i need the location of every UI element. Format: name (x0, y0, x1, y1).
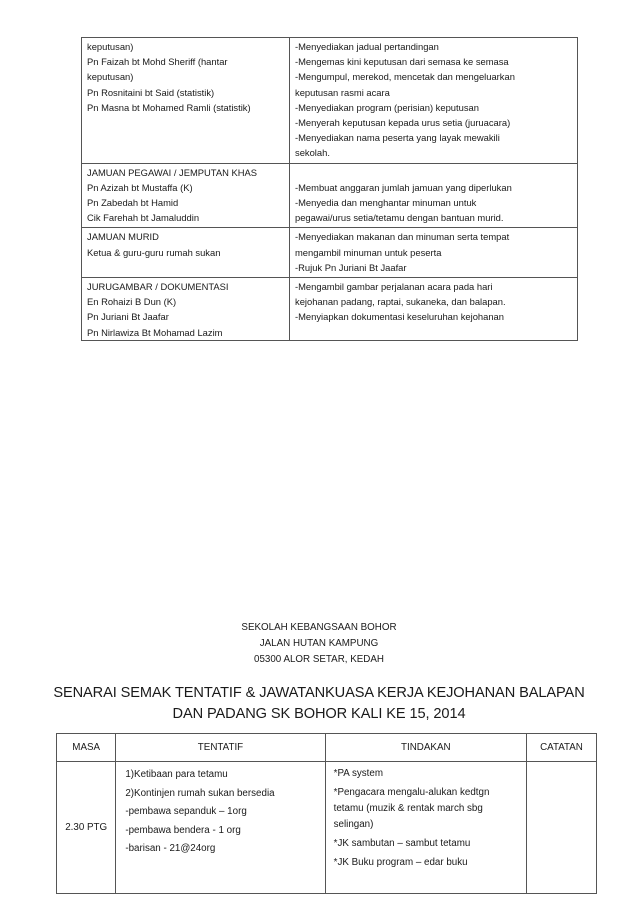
committee-row (82, 163, 578, 228)
schedule-header-row (57, 734, 597, 762)
school-name: SEKOLAH KEBANGSAAN BOHOR (241, 622, 397, 633)
duty-line: mengambil minuman untuk peserta (295, 246, 442, 258)
member-line: Cik Farehah bt Jamaluddin (87, 212, 200, 224)
tindakan-line: tetamu (muzik & rentak march sbg (333, 803, 483, 815)
member-line: Pn Azizah bt Mustaffa (K) (87, 181, 193, 193)
member-line: Pn Juriani Bt Jaafar (87, 311, 169, 323)
committee-row (82, 38, 578, 164)
committee-table-body (82, 38, 578, 341)
tindakan-item (334, 785, 520, 834)
duty-line: -Menyiapkan dokumentasi keseluruhan kejohanan (295, 311, 504, 323)
duty-line: -Rujuk Pn Juriani Bt Jaafar (295, 261, 407, 273)
member-line: Pn Rosnitaini bt Said (statistik) (87, 86, 215, 98)
duty-line: -Menyedia dan menghantar minuman untuk (295, 197, 477, 209)
tentatif-line: -pembawa sepanduk – 1org (125, 806, 247, 818)
duty-line: -Membuat anggaran jumlah jamuan yang diperlukan (295, 181, 512, 193)
title-line-2: DAN PADANG SK BOHOR KALI KE 15, 2014 (172, 706, 466, 722)
tindakan-line: *JK Buku program – edar buku (333, 856, 468, 868)
header-tentatif: TENTATIF (116, 734, 325, 762)
tindakan-item (334, 855, 520, 871)
member-line: Pn Zabedah bt Hamid (87, 197, 179, 209)
committee-duties-cell (290, 163, 578, 228)
header-catatan: CATATAN (526, 734, 596, 762)
duty-line: -Mengambil gambar perjalanan acara pada hari (295, 281, 493, 293)
header-masa: MASA (57, 734, 116, 762)
duty-line (295, 165, 572, 180)
duty-line: sekolah. (295, 147, 330, 159)
duty-line: -Menyediakan nama peserta yang layak mewakili (295, 132, 500, 144)
duty-line: -Menyerah keputusan kepada urus setia (juruacara) (295, 117, 511, 129)
committee-members-cell (82, 163, 290, 228)
member-line: JURUGAMBAR / DOKUMENTASI (87, 281, 229, 293)
tindakan-item (334, 836, 520, 852)
tentatif-line: -pembawa bendera - 1 org (125, 824, 241, 836)
member-line: Ketua & guru-guru rumah sukan (87, 246, 221, 258)
member-line: Pn Nirlawiza Bt Mohamad Lazim (87, 326, 223, 338)
tindakan-item (334, 766, 520, 782)
tindakan-line: *Pengacara mengalu-alukan kedtgn (333, 786, 490, 798)
committee-row (82, 278, 578, 341)
tentatif-line: 2)Kontinjen rumah sukan bersedia (125, 787, 275, 799)
school-street: JALAN HUTAN KAMPUNG (259, 638, 379, 649)
committee-members-cell (82, 38, 290, 164)
tentatif-line: -barisan - 21@24org (125, 843, 216, 855)
member-line: En Rohaizi B Dun (K) (87, 296, 177, 308)
duty-line: -Menyediakan jadual pertandingan (295, 41, 439, 52)
school-city: 05300 ALOR SETAR, KEDAH (254, 654, 384, 665)
committee-row (82, 228, 578, 278)
tindakan-line: selingan) (333, 819, 374, 831)
duty-line: keputusan rasmi acara (295, 86, 390, 98)
schedule-tentatif-cell (116, 762, 325, 894)
duty-line: -Menyediakan program (perisian) keputusan (295, 101, 479, 113)
tentatif-line: 1)Ketibaan para tetamu (125, 769, 228, 780)
committee-duties-cell (290, 228, 578, 278)
committee-duties-cell (290, 278, 578, 341)
duty-line: pegawai/urus setia/tetamu dengan bantuan murid. (295, 212, 504, 224)
tindakan-line: *PA system (333, 768, 383, 779)
tindakan-line: *JK sambutan – sambut tetamu (333, 838, 471, 850)
member-line: Pn Masna bt Mohamed Ramli (statistik) (87, 101, 251, 113)
duty-line: -Mengemas kini keputusan dari semasa ke semasa (295, 56, 509, 68)
schedule-table (56, 733, 597, 894)
member-line: JAMUAN PEGAWAI / JEMPUTAN KHAS (87, 166, 257, 178)
title-line-1: SENARAI SEMAK TENTATIF & JAWATANKUASA KERJA KEJOHANAN BALAPAN (53, 685, 585, 701)
schedule-tindakan-cell (325, 762, 526, 894)
member-line: keputusan) (87, 41, 134, 52)
schedule-masa-cell: 2.30 PTG (57, 762, 116, 894)
committee-members-cell (82, 228, 290, 278)
duty-line: -Mengumpul, merekod, mencetak dan mengeluarkan (295, 71, 515, 83)
member-line: Pn Faizah bt Mohd Sheriff (hantar (87, 56, 228, 68)
committee-members-cell (82, 278, 290, 341)
duty-line: kejohanan padang, raptai, sukaneka, dan balapan. (295, 296, 506, 308)
committee-table (81, 37, 578, 341)
schedule-catatan-cell (526, 762, 596, 894)
header-tindakan: TINDAKAN (325, 734, 526, 762)
member-line: JAMUAN MURID (87, 231, 159, 243)
schedule-row (57, 762, 597, 894)
duty-line: -Menyediakan makanan dan minuman serta tempat (295, 231, 510, 243)
member-line: keputusan) (87, 71, 134, 83)
school-address (0, 620, 638, 668)
committee-duties-cell (290, 38, 578, 164)
schedule-table-body (57, 734, 597, 894)
document-title (0, 683, 638, 725)
